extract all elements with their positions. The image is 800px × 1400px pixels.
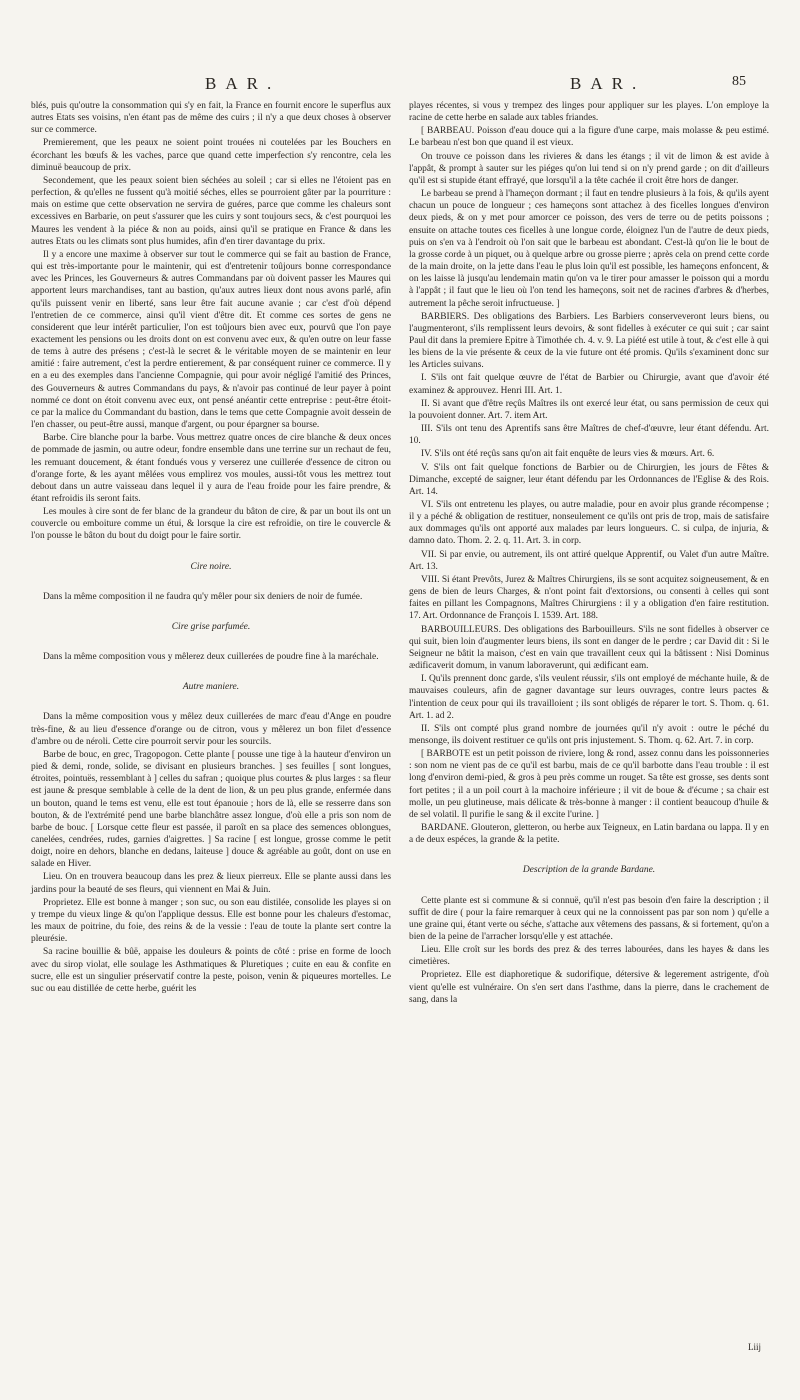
paragraph: I. S'ils ont fait quelque œuvre de l'état de Barbier ou Chirurgie, avant que d'avoir été examinez & approuvez. Henri III. Art. 1. xyxy=(409,373,769,396)
paragraph: IV. S'ils ont été reçûs sans qu'on ait fait enquête de leurs vies & mœurs. Art. 6. xyxy=(421,449,715,460)
paragraph: Dans la même composition il ne faudra qu'y mêler pour six deniers de noir de fumée. xyxy=(43,591,363,602)
paragraph: Dans la même composition vous y mêlerez deux cuillerées de poudre fine à la maréchale. xyxy=(43,652,379,663)
section-heading: Autre maniere. xyxy=(182,682,240,693)
paragraph: BARBIERS. Des obligations des Barbiers. Les Barbiers conserveveront leurs biens, ou l'augmenteront, s'ils remplissent leurs devoirs, & sont fidelles à exécuter ce qui suit ; car saint Paul dit dans la premiere Epitre à Timothée ch. 4. v. 9. La piété est utile à tout, & c'est elle à qui les biens de la vie présente & ceux de la vie future ont été promis. Qu'ils s'examinent donc sur les Articles suivans. xyxy=(409,311,769,371)
paragraph: Barbe de bouc, en grec, Tragopogon. Cette plante [ pousse une tige à la hauteur d'environ un pied & demi, ronde, solide, se divisant en plusieurs branches. ] ses feuilles [ sont longues, étroites, pointuës, ressemblant à ] celles du safran ; quoique plus courtes & plus larges : sa fleur est jaune & presque semblable à celle de la dent de lion, & un peu plus grande, enfermée dans un bouton, quand le tems est venu, elle est tout épanouie ; hors de là, elle se resserre dans son bouton, & de l'extrémité pend une barbe blanchâtre assez longue, d'où elle a pris son nom de barbe de bouc. [ Lorsque cette fleur est passée, il paroît en sa place des semences oblongues, canelées, cendrées, rudes, garnies d'aigrettes. ] Sa racine [ est longue, grosse comme le petit doigt, noire en dehors, blanche en dedans, laiteuse ] douce & agréable au goût, dont on use en salade en Hiver. xyxy=(31,749,391,870)
running-head xyxy=(0,74,800,98)
section-heading: Cire noire. xyxy=(190,561,232,572)
paragraph: BARDANE. Glouteron, gletteron, ou herbe aux Teigneux, en Latin bardana ou lappa. Il y en a de deux espéces, la grande & la petite. xyxy=(409,823,769,846)
paragraph: VIII. Si étant Prevôts, Jurez & Maîtres Chirurgiens, ils se sont acquitez soigneusement, & en gens de bien de leurs Charges, & n'ont point fait d'extorsions, ou consenti à celles qui sont faites en pillant les Compagnons, Maîtres Chirurgiens : il y a obligation d'en faire restitution. 17. Art. Ordonnance de François I. 1539. Art. 188. xyxy=(409,574,769,622)
paragraph: Barbe. Cire blanche pour la barbe. Vous mettrez quatre onces de cire blanche & deux onces de pommade de jasmin, ou autre odeur, fondre ensemble dans une terrine sur un rechaut de feu, les remuant doucement, & étant fondués vous y verserez une cuillerée d'essence de citron ou d'orange forte, & les ayant mêlées vous emplirez vos moules, aussi-tôt vous les mettrez tout debout dans un autre vaisseau dans lequel il y aura de l'eau froide pour les faire prendre, & étant refroidis ils seront faits. xyxy=(31,433,391,504)
paragraph: On trouve ce poisson dans les rivieres & dans les étangs ; il vit de limon & est avide à l'appât, & prompt à sauter sur les piéges qu'on lui tend si on n'y prend garde ; on dit d'ailleurs qu'il est si stupide étant effrayé, que lorsqu'il a la tête cachée il croit être hors de danger. xyxy=(409,151,769,186)
paragraph: Dans la même composition vous y mêlez deux cuillerées de marc d'eau d'Ange en poudre très-fine, & au lieu d'essence d'orange ou de citron, vous y mêlerez un bon filet d'essence d'ambre ou de néroli. Cette cire pourroit servir pour les sourcils. xyxy=(31,712,391,747)
paragraph: Proprietez. Elle est diaphoretique & sudorifique, détersive & legerement astrigente, d'où vient qu'elle est vulnéraire. On s'en sert dans l'asthme, dans la pierre, dans le crachement de sang, dans la xyxy=(409,970,769,1005)
signature-mark: Liij xyxy=(748,1342,761,1352)
paragraph: II. Si avant que d'être reçûs Maîtres ils ont exercé leur état, ou sans permission de ceux qui la pouvoient donner. Art. 7. item Art. xyxy=(409,398,769,421)
paragraph: [ BARBEAU. Poisson d'eau douce qui a la figure d'une carpe, mais molasse & peu estimé. Le barbeau n'est bon que quand il est vieux. xyxy=(409,126,769,149)
paragraph: I. Qu'ils prennent donc garde, s'ils veulent réussir, s'ils ont employé de méchante huile, & de mauvaises couleurs, afin de gagner davantage sur leurs ouvrages, contre leurs pactes & l'intention de ceux pour qui ils travailloient ; ils sont obligés de réparer le tort. S. Thom. q. 61. Art. 1. ad 2. xyxy=(409,674,769,721)
paragraph: VI. S'ils ont entretenu les playes, ou autre maladie, pour en avoir plus grande récompense ; il y a péché & obligation de restituer, nonseulement ce qu'ils ont pris de trop, mais de satisfaire aux dommages qu'ils ont apporté aux malades par leurs longueurs. C. si culpa, de injuria, & damno dato. Thom. 2. 2. q. 11. Art. 3. in corp. xyxy=(409,500,769,547)
paragraph: Les moules à cire sont de fer blanc de la grandeur du bâton de cire, & par un bout ils ont un couvercle ou emboiture comme un étui, & lorsque la cire est refroidie, on tire le couvercle & l'on pousse le bâton du bout du doigt pour le faire sortir. xyxy=(31,507,391,542)
page-number: 85 xyxy=(732,74,746,89)
paragraph: Cette plante est si commune & si connuë, qu'il n'est pas besoin d'en faire la description ; il suffit de dire ( pour la faire remarquer à ceux qui ne la connoissent pas par son nom ) qu'elle a une graine qui, étant verte ou séche, s'attache aux vêtemens des passans, & si fortement, qu'on a bien de la peine de l'arracher lorsqu'elle y est attachée. xyxy=(409,895,769,942)
paragraph: III. S'ils ont tenu des Aprentifs sans être Maîtres de chef-d'œuvre, leur étant défendu. Art. 10. xyxy=(409,424,769,447)
paragraph: Proprietez. Elle est bonne à manger ; son suc, ou son eau distilée, consolide les playes si on y trempe du vieux linge & qu'on l'applique dessus. Elle est bonne pour les chaleurs d'estomac, les maux de poitrine, du foie, des reins & de la vessie : l'eau de toute la plante sert contre la pleurésie. xyxy=(31,897,391,945)
paragraph: BARBOUILLEURS. Des obligations des Barbouilleurs. S'ils ne sont fidelles à observer ce qui suit, bien loin d'augmenter leurs biens, ils sont en danger de le perdre ; car David dit : Si le Seigneur ne bâtit la maison, c'est en vain que travaillent ceux qui la bâtissent : Nisi Dominus ædificaverit domum, in vanum laboraverunt, qui ædificant eam. xyxy=(409,624,769,672)
paragraph: Lieu. On en trouvera beaucoup dans les prez & lieux pierreux. Elle se plante aussi dans les jardins pour la beauté de ses fleurs, qui viennent en Mai & Juin. xyxy=(31,872,391,895)
paragraph: Secondement, que les peaux soient bien séchées au soleil ; car si elles ne l'étoient pas en perfection, & qu'elles ne fussent qu'à moitié séches, elles se pourroient gâter par la pourriture : mais on estime que cette observation ne servira de guéres, parce que comme les chaleurs sont excessives en Barbarie, on peut s'assurer que les cuirs y sont toujours secs, & c'est pourquoi les Maures les vendent à la piéce & non au poids, ainsi qu'il se pratique en France & dans les autres Etats ou les climats sont plus humides, afin d'en tirer davantage du prix. xyxy=(31,175,391,247)
section-heading: Description de la grande Bardane. xyxy=(522,865,656,876)
paragraph: playes récentes, si vous y trempez des linges pour appliquer sur les playes. L'on employe la racine de cette herbe en salade aux tables friandes. xyxy=(409,101,769,124)
paragraph: Le barbeau se prend à l'hameçon dormant ; il faut en tendre plusieurs à la fois, & qu'ils ayent chacun un pouce de longueur ; ces hameçons sont attachez à des ficelles longues d'environ deux pieds, & on y met pour amorcer ce poisson, des vers de terre ou de petits poissons ; ensuite on attache toutes ces ficelles à une longue corde, éloignez l'un de l'autre de deux pieds, puis on s'en va à l'endroit où l'on sait que le barbeau est abondant. C'est-là qu'on lie le bout de la grosse corde à un piquet, ou à quelque arbre ou grosse pierre ; après cela on prend cette corde de la main droite, on la jette dans l'eau le plus loin qu'il est possible, les hameçons enfoncent, & on les laisse là jusqu'au lendemain matin qu'on va le tirer pour amasser le poisson qui a mordu à l'appât ; il faut que le lieu où l'on tend les hameçons, soit net de racines d'arbres & d'herbes, autrement la pêche seroit infructueuse. ] xyxy=(409,189,769,309)
running-head-right: BAR. xyxy=(570,74,646,93)
paragraph: Premierement, que les peaux ne soient point trouées ni coutelées par les Bouchers en écorchant les bœufs & les vaches, parce que quand cette imperfection s'y rencontre, cela les diminuë beaucoup de prix. xyxy=(31,138,391,173)
paragraph: Sa racine bouillie & bûë, appaise les douleurs & points de côté : prise en forme de looch avec du sirop violat, elle soulage les Asthmatiques & Pluretiques ; cuite en eau & confite en sucre, elle est un singulier préservatif contre la peste, poison, venin & piqueures mortelles. Le suc ou eau distillée de cette herbe, guérit les xyxy=(31,947,391,994)
paragraph: II. S'ils ont compté plus grand nombre de journées qu'il n'y avoit : outre le péché du mensonge, ils doivent restituer ce qu'ils ont pris injustement. S. Thom. q. 62. Art. 7. in corp. xyxy=(409,723,769,746)
paragraph: Lieu. Elle croît sur les bords des prez & des terres labourées, dans les hayes & dans les cimetières. xyxy=(409,945,769,968)
right-column xyxy=(409,100,769,1007)
paragraph: blés, puis qu'outre la consommation qui s'y en fait, la France en fournit encore le superflus aux autres Etats ses voisins, n'en étant pas de même des cuirs ; il n'y a que deux choses à observer sur ce commerce. xyxy=(31,101,391,136)
paragraph: Il y a encore une maxime à observer sur tout le commerce qui se fait au bastion de France, qui est très-importante pour le maintenir, qui est d'entretenir toûjours bonne correspondance avec les Princes, les Gouverneurs & autres Commandans par où doivent passer les Maures qui apportent leurs marchandises, tant au bastion, qu'aux autres lieux dont nous avons parlé, afin qu'ils puissent venir en liberté, sans leur être fait aucune avanie ; car c'est d'où dépend l'entretien de ce commerce, ainsi qu'il vient d'être dit. Et comme ces sortes de gens ne considerent que leur intérêt particulier, l'on est toûjours bien avec eux, pourvû que l'on paye exactement les pensions ou les droits dont on est convenu avec eux, & qu'en outre on leur fasse de tems à autre des présens ; c'est-là le secret & le véritable moyen de se maintenir en leur amitié : faire autrement, c'est la perdre entierement, & par conséquent ruiner ce commerce. Il y en a eu des exemples dans l'ancienne Compagnie, qui pour avoir négligé l'amitié des Princes, des Gouverneurs & autres Commandans du pays, & n'avoir pas continué de leur payer à point nommé ce dont on étoit convenu avec eux, ont pensé anéantir cette entreprise : peut-être étoit-ce par la malice du Commandant du bastion, dans le tems que cette Compagnie avoit dessein de l'en chasser, ou peut-être aussi, manque d'argent, ou pour épargner sa bourse. xyxy=(31,249,391,431)
paragraph: V. S'ils ont fait quelque fonctions de Barbier ou de Chirurgien, les jours de Fêtes & Dimanche, excepté de saigner, leur étant défendu par les Ordonnances de l'Eglise & des Rois. Art. 14. xyxy=(409,462,769,497)
running-head-left: BAR. xyxy=(205,74,281,93)
paragraph: [ BARBOTE est un petit poisson de riviere, long & rond, assez connu dans les poissonneries : son nom ne vient pas de ce qu'il est barbu, mais de ce qu'il barbotte dans l'eau trouble : il est long d'environ demi-pied, & gros à peu près comme un rouget. Sa tête est grosse, ses dents sont fort petites ; il a un poil court à la machoire inférieure ; il vit de boue & d'écume ; sa chair est molle, un peu glutineuse, mais délicate & très-bonne à manger : il contient beaucoup d'huile & de sel volatil. Il purifie le sang & il excite l'urine. ] xyxy=(409,749,769,820)
section-heading: Cire grise parfumée. xyxy=(171,621,251,632)
left-column xyxy=(31,100,391,996)
paragraph: VII. Si par envie, ou autrement, ils ont attiré quelque Apprentif, ou Valet d'un autre Maître. Art. 13. xyxy=(409,549,769,572)
